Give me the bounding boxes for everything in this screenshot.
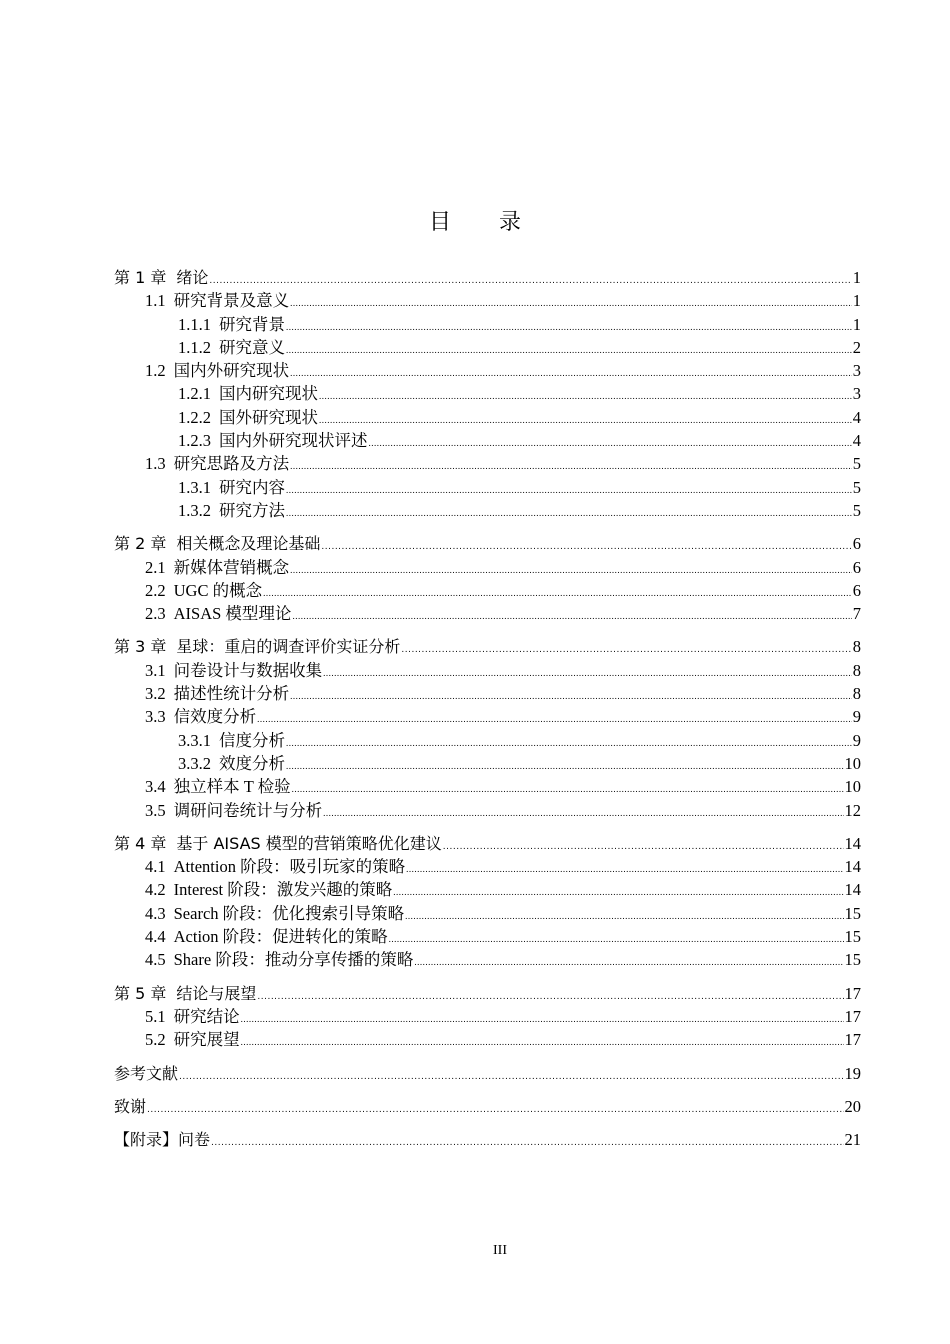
toc-entry-page: 8 bbox=[852, 660, 861, 680]
toc-entry-number: 1.3 bbox=[145, 454, 166, 474]
toc-entry-number: 1.3.1 bbox=[178, 477, 211, 497]
toc-entry-title: 研究思路及方法 bbox=[173, 454, 290, 474]
toc-entry-title: 研究意义 bbox=[219, 337, 285, 357]
toc-entry-page: 9 bbox=[852, 707, 861, 727]
dot-leader bbox=[286, 732, 852, 755]
toc-entry-page: 21 bbox=[844, 1130, 861, 1150]
page-number: III bbox=[493, 1243, 507, 1258]
toc-entry[interactable] bbox=[114, 775, 861, 798]
dot-leader bbox=[319, 385, 852, 408]
toc-entry-number: 3.3.2 bbox=[178, 753, 211, 773]
toc-entry-page: 7 bbox=[852, 604, 861, 624]
dot-leader bbox=[257, 708, 852, 731]
toc-entry-number: 第 5 章 bbox=[114, 983, 167, 1003]
toc-entry[interactable] bbox=[114, 476, 861, 499]
toc-entry[interactable] bbox=[114, 1095, 861, 1118]
toc-entry-number: 第 2 章 bbox=[114, 534, 167, 554]
toc-entry[interactable] bbox=[114, 659, 861, 682]
toc-entry[interactable] bbox=[114, 382, 861, 405]
toc-entry-title: Attention 阶段：吸引玩家的策略 bbox=[173, 857, 406, 877]
toc-entry[interactable] bbox=[114, 948, 861, 971]
toc-entry-page: 14 bbox=[844, 833, 861, 853]
toc-entry-title: 研究方法 bbox=[219, 500, 285, 520]
toc-entry[interactable] bbox=[114, 635, 861, 658]
toc-entry-title: 【附录】问卷 bbox=[114, 1130, 211, 1150]
toc-entry-page: 17 bbox=[844, 1006, 861, 1026]
toc-entry-title: 信度分析 bbox=[219, 730, 285, 750]
title-char-1: 目 bbox=[428, 210, 451, 235]
dot-leader bbox=[323, 802, 843, 825]
toc-entry-page: 19 bbox=[844, 1063, 861, 1083]
dot-leader bbox=[286, 339, 852, 362]
dot-leader bbox=[443, 836, 844, 859]
toc-entry-number: 4.3 bbox=[145, 903, 166, 923]
toc-entry-title: 研究背景及意义 bbox=[173, 291, 290, 311]
toc-entry-page: 14 bbox=[844, 880, 861, 900]
toc-entry-title: 参考文献 bbox=[114, 1063, 179, 1083]
toc-entry-title: Interest 阶段：激发兴趣的策略 bbox=[173, 880, 393, 900]
toc-entry-title: Share 阶段：推动分享传播的策略 bbox=[173, 950, 414, 970]
dot-leader bbox=[319, 409, 852, 432]
dot-leader bbox=[290, 362, 852, 385]
toc-entry-title: 星球：重启的调查评价实证分析 bbox=[176, 637, 401, 657]
toc-entry-page: 2 bbox=[852, 337, 861, 357]
toc-entry[interactable] bbox=[114, 266, 861, 289]
toc-entry-title: 国内外研究现状 bbox=[173, 361, 290, 381]
toc-entry-page: 14 bbox=[844, 857, 861, 877]
toc-entry-page: 10 bbox=[844, 753, 861, 773]
toc-entry-title: 绪论 bbox=[176, 268, 209, 287]
toc-entry-title: Search 阶段：优化搜索引导策略 bbox=[173, 903, 405, 923]
page-title bbox=[0, 205, 950, 236]
toc-entry-page: 8 bbox=[852, 684, 861, 704]
toc-entry[interactable] bbox=[114, 556, 861, 579]
dot-leader bbox=[211, 1132, 843, 1155]
toc-entry-page: 3 bbox=[852, 361, 861, 381]
toc-entry-number: 第 1 章 bbox=[114, 268, 167, 287]
dot-leader bbox=[179, 1066, 843, 1089]
toc-entry-page: 17 bbox=[844, 1030, 861, 1050]
toc-entry-title: 国外研究现状 bbox=[219, 407, 318, 427]
toc-entry[interactable] bbox=[114, 406, 861, 429]
dot-leader bbox=[209, 270, 851, 293]
toc-entry[interactable] bbox=[114, 429, 861, 452]
toc-entry-page: 9 bbox=[852, 730, 861, 750]
toc-entry-title: 新媒体营销概念 bbox=[173, 557, 290, 577]
toc-entry-number: 1.2.3 bbox=[178, 431, 211, 451]
toc-entry-page: 15 bbox=[844, 903, 861, 923]
toc-entry-title: 独立样本 T 检验 bbox=[173, 777, 291, 797]
dot-leader bbox=[393, 881, 843, 904]
toc-entry-number: 3.3.1 bbox=[178, 730, 211, 750]
toc-entry-title: 效度分析 bbox=[219, 753, 285, 773]
toc-entry-number: 1.1.2 bbox=[178, 337, 211, 357]
toc-entry[interactable] bbox=[114, 336, 861, 359]
toc-entry[interactable] bbox=[114, 729, 861, 752]
toc-entry-title: Action 阶段：促进转化的策略 bbox=[173, 927, 388, 947]
toc-entry-number: 4.1 bbox=[145, 857, 166, 877]
toc-entry-title: 问卷设计与数据收集 bbox=[173, 660, 323, 680]
toc-entry-title: AISAS 模型理论 bbox=[173, 604, 292, 624]
toc-entry[interactable] bbox=[114, 752, 861, 775]
toc-entry-number: 1.2 bbox=[145, 361, 166, 381]
toc-entry-title: 致谢 bbox=[114, 1096, 147, 1116]
toc-entry-title: 研究内容 bbox=[219, 477, 285, 497]
dot-leader bbox=[401, 639, 851, 662]
toc-entry-page: 8 bbox=[852, 637, 861, 657]
toc-entry-page: 1 bbox=[852, 291, 861, 311]
toc-entry[interactable] bbox=[114, 359, 861, 382]
dot-leader bbox=[257, 986, 843, 1009]
dot-leader bbox=[292, 605, 851, 628]
toc-entry-page: 15 bbox=[844, 950, 861, 970]
toc-entry[interactable] bbox=[114, 1062, 861, 1085]
toc-entry-title: UGC 的概念 bbox=[173, 580, 263, 600]
toc-entry[interactable] bbox=[114, 1028, 861, 1051]
toc-entry-title: 描述性统计分析 bbox=[173, 684, 290, 704]
toc-entry[interactable] bbox=[114, 832, 861, 855]
toc-entry-title: 研究结论 bbox=[173, 1006, 240, 1026]
toc-entry-page: 3 bbox=[852, 384, 861, 404]
toc-entry-number: 5.1 bbox=[145, 1006, 166, 1026]
toc-entry-page: 6 bbox=[852, 557, 861, 577]
toc-entry[interactable] bbox=[114, 579, 861, 602]
dot-leader bbox=[406, 858, 843, 881]
toc-entry[interactable] bbox=[114, 682, 861, 705]
toc-entry-page: 6 bbox=[852, 534, 861, 554]
toc-entry[interactable] bbox=[114, 982, 861, 1005]
toc-entry-page: 15 bbox=[844, 927, 861, 947]
toc-entry-number: 3.5 bbox=[145, 800, 166, 820]
toc-entry-number: 第 3 章 bbox=[114, 637, 167, 657]
toc-entry[interactable] bbox=[114, 289, 861, 312]
dot-leader bbox=[292, 778, 844, 801]
dot-leader bbox=[286, 502, 852, 525]
dot-leader bbox=[323, 662, 852, 685]
toc-entry-title: 调研问卷统计与分析 bbox=[173, 800, 323, 820]
toc-entry-page: 20 bbox=[844, 1096, 861, 1116]
toc-entry-number: 1.3.2 bbox=[178, 500, 211, 520]
toc-entry-number: 3.3 bbox=[145, 707, 166, 727]
toc-entry-title: 信效度分析 bbox=[173, 707, 257, 727]
toc-entry-number: 3.2 bbox=[145, 684, 166, 704]
toc-entry[interactable] bbox=[114, 705, 861, 728]
toc-entry[interactable] bbox=[114, 313, 861, 336]
toc-entry-number: 5.2 bbox=[145, 1030, 166, 1050]
toc-entry-page: 5 bbox=[852, 454, 861, 474]
dot-leader bbox=[290, 559, 852, 582]
dot-leader bbox=[290, 455, 852, 478]
toc-entry-number: 1.2.2 bbox=[178, 407, 211, 427]
dot-leader bbox=[389, 928, 844, 951]
title-char-2: 录 bbox=[499, 210, 522, 235]
toc-entry[interactable] bbox=[114, 1005, 861, 1028]
toc-entry-title: 基于 AISAS 模型的营销策略优化建议 bbox=[176, 833, 442, 853]
toc-entry-number: 第 4 章 bbox=[114, 833, 167, 853]
toc-entry[interactable] bbox=[114, 855, 861, 878]
toc-entry-page: 5 bbox=[852, 500, 861, 520]
toc-entry-page: 4 bbox=[852, 431, 861, 451]
toc-entry-number: 2.3 bbox=[145, 604, 166, 624]
toc-entry-number: 3.4 bbox=[145, 777, 166, 797]
dot-leader bbox=[290, 685, 852, 708]
dot-leader bbox=[147, 1099, 843, 1122]
toc-entry[interactable] bbox=[114, 1128, 861, 1151]
toc-entry[interactable] bbox=[114, 902, 861, 925]
toc-entry-title: 研究展望 bbox=[173, 1030, 240, 1050]
toc-entry-page: 1 bbox=[852, 268, 861, 287]
toc-entry-number: 2.2 bbox=[145, 580, 166, 600]
dot-leader bbox=[263, 582, 852, 605]
toc-entry-title: 研究背景 bbox=[219, 314, 285, 334]
toc-entry-number: 4.4 bbox=[145, 927, 166, 947]
toc-entry-number: 2.1 bbox=[145, 557, 166, 577]
dot-leader bbox=[286, 316, 852, 339]
toc-entry-page: 17 bbox=[844, 983, 861, 1003]
dot-leader bbox=[241, 1031, 844, 1054]
toc-entry-page: 1 bbox=[852, 314, 861, 334]
dot-leader bbox=[286, 755, 844, 778]
table-of-contents bbox=[114, 266, 861, 1151]
toc-entry[interactable] bbox=[114, 499, 861, 522]
dot-leader bbox=[405, 905, 843, 928]
dot-leader bbox=[241, 1008, 844, 1031]
dot-leader bbox=[290, 292, 852, 315]
toc-entry-number: 3.1 bbox=[145, 660, 166, 680]
toc-entry[interactable] bbox=[114, 602, 861, 625]
dot-leader bbox=[286, 479, 852, 502]
toc-entry-page: 4 bbox=[852, 407, 861, 427]
toc-entry[interactable] bbox=[114, 799, 861, 822]
toc-entry-title: 相关概念及理论基础 bbox=[176, 534, 321, 554]
toc-entry-title: 结论与展望 bbox=[176, 983, 257, 1003]
toc-entry-number: 1.2.1 bbox=[178, 384, 211, 404]
toc-entry-number: 4.5 bbox=[145, 950, 166, 970]
toc-entry[interactable] bbox=[114, 878, 861, 901]
toc-entry-number: 1.1.1 bbox=[178, 314, 211, 334]
toc-entry-page: 6 bbox=[852, 580, 861, 600]
toc-entry[interactable] bbox=[114, 452, 861, 475]
toc-entry-number: 4.2 bbox=[145, 880, 166, 900]
dot-leader bbox=[369, 432, 852, 455]
toc-entry-page: 12 bbox=[844, 800, 861, 820]
toc-entry[interactable] bbox=[114, 532, 861, 555]
dot-leader bbox=[414, 951, 843, 974]
dot-leader bbox=[321, 536, 851, 559]
toc-entry-title: 国内外研究现状评述 bbox=[219, 431, 368, 451]
toc-entry[interactable] bbox=[114, 925, 861, 948]
toc-entry-page: 10 bbox=[844, 777, 861, 797]
toc-entry-page: 5 bbox=[852, 477, 861, 497]
toc-entry-title: 国内研究现状 bbox=[219, 384, 318, 404]
toc-entry-number: 1.1 bbox=[145, 291, 166, 311]
